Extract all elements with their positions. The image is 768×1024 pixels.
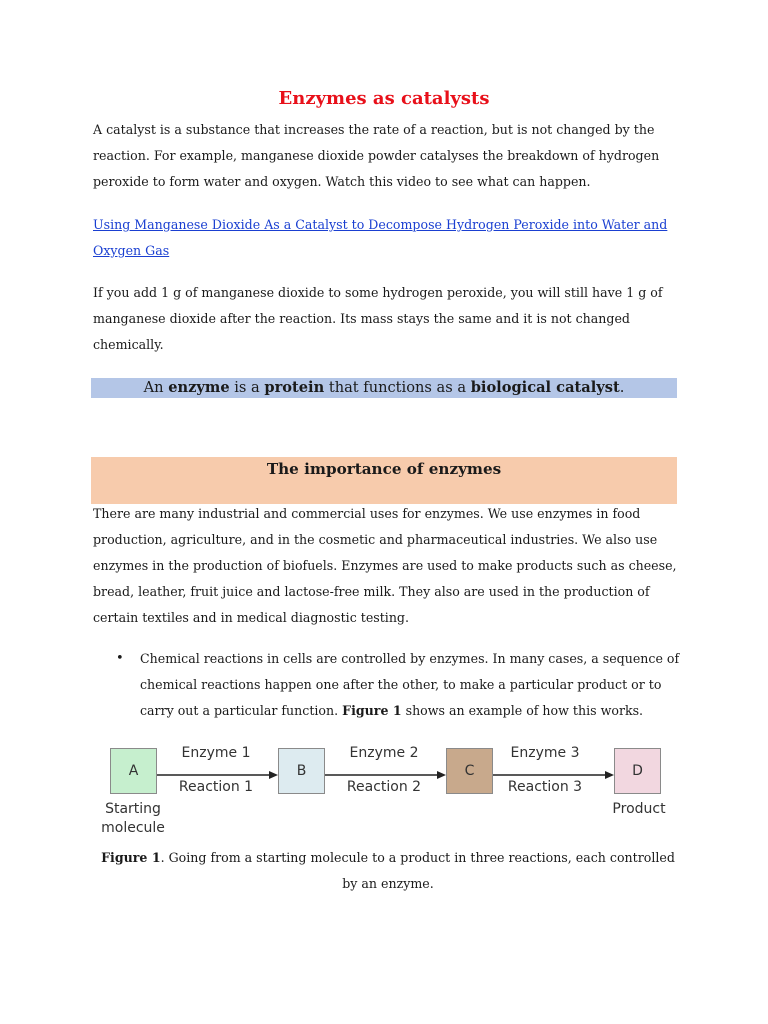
importance-heading: The importance of enzymes xyxy=(266,460,502,478)
bullet-text: Chemical reactions in cells are controlled by enzymes. In many cases, a sequence of chemical reactions happen one after the other, to make a particular product or to carry out a particular function. xyxy=(140,651,680,718)
video-link-paragraph xyxy=(93,212,683,264)
video-link[interactable]: Using Manganese Dioxide As a Catalyst to Decompose Hydrogen Peroxide into Water and Oxygen Gas xyxy=(93,217,668,258)
reaction-label-2: Reaction 2 xyxy=(346,779,422,795)
definition-text: is a xyxy=(229,379,265,396)
enzyme-label-1: Enzyme 1 xyxy=(181,745,251,761)
definition-term-catalyst: biological catalyst xyxy=(470,379,620,396)
intro-paragraph: A catalyst is a substance that increases the rate of a reaction, but is not changed by the reaction. For example, manganese dioxide powder catalyses the breakdown of hydrogen peroxide to form water and oxygen. Watch this video to see what can happen. xyxy=(93,122,660,189)
caption-text: . Going from a starting molecule to a product in three reactions, each controlled by an enzyme. xyxy=(160,850,675,891)
molecule-box-a: A xyxy=(110,748,157,794)
mass-paragraph: If you add 1 g of manganese dioxide to some hydrogen peroxide, you will still have 1 g of manganese dioxide after the reaction. Its mass stays the same and it is not changed chemically. xyxy=(93,285,663,352)
importance-banner xyxy=(91,457,677,504)
bullet-text: shows an example of how this works. xyxy=(401,703,644,718)
reaction-label-1: Reaction 1 xyxy=(178,779,254,795)
bullet-paragraph xyxy=(140,646,685,724)
definition-text: . xyxy=(619,379,625,396)
definition-text: An xyxy=(143,379,169,396)
bullet-marker: • xyxy=(116,651,124,666)
page-title: Enzymes as catalysts xyxy=(278,88,490,109)
starting-molecule-label: Starting molecule xyxy=(101,801,165,836)
reaction-label-3: Reaction 3 xyxy=(507,779,583,795)
definition-banner xyxy=(91,378,677,398)
enzyme-label-2: Enzyme 2 xyxy=(349,745,419,761)
enzyme-label-3: Enzyme 3 xyxy=(510,745,580,761)
molecule-box-d: D xyxy=(614,748,661,794)
definition-term-protein: protein xyxy=(264,379,325,396)
importance-paragraph: There are many industrial and commercial uses for enzymes. We use enzymes in food production, agriculture, and in the cosmetic and pharmaceutical industries. We also use enzymes in the production of biofuels. Enzymes are used to make products such as cheese, bread, leather, fruit juice and lactose-free milk. They also are used in the production of certain textiles and in medical diagnostic testing. xyxy=(93,506,677,625)
caption-figure-ref: Figure 1 xyxy=(101,850,161,865)
molecule-box-b: B xyxy=(278,748,325,794)
bullet-figure-ref: Figure 1 xyxy=(342,703,402,718)
definition-text: that functions as a xyxy=(324,379,471,396)
product-label: Product xyxy=(612,801,666,817)
figure-caption xyxy=(93,845,683,897)
definition-term-enzyme: enzyme xyxy=(168,379,230,396)
molecule-box-c: C xyxy=(446,748,493,794)
